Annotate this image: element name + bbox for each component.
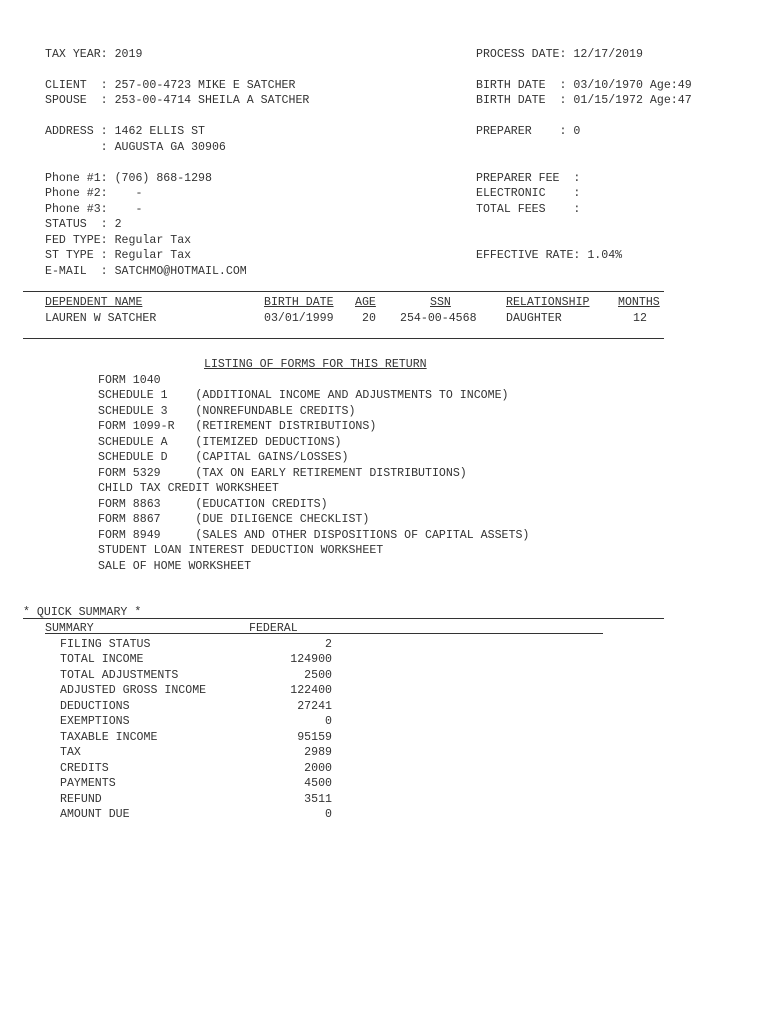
dependent-months: 12 [633,312,647,325]
status: STATUS : 2 [45,218,122,231]
summary-label: TOTAL INCOME [60,653,144,666]
summary-label: AMOUNT DUE [60,808,130,821]
summary-value: 4500 [304,777,332,790]
dependents-header-age: AGE [355,296,376,309]
dependent-relationship: DAUGHTER [506,312,562,325]
summary-label: TAX [60,746,81,759]
summary-label: DEDUCTIONS [60,700,130,713]
summary-header-summary: SUMMARY [45,622,94,635]
summary-title: * QUICK SUMMARY * [23,606,142,619]
electronic: ELECTRONIC : [476,187,581,200]
summary-label: TAXABLE INCOME [60,731,158,744]
summary-label: CREDITS [60,762,109,775]
list-item: SCHEDULE 3 (NONREFUNDABLE CREDITS) [98,405,356,418]
list-item: SCHEDULE D (CAPITAL GAINS/LOSSES) [98,451,349,464]
summary-value: 2 [325,638,332,651]
address-line-2: : AUGUSTA GA 30906 [45,141,226,154]
tax-year: TAX YEAR: 2019 [45,48,143,61]
summary-label: FILING STATUS [60,638,151,651]
summary-value: 95159 [297,731,332,744]
summary-header-federal: FEDERAL [249,622,298,635]
forms-title: LISTING OF FORMS FOR THIS RETURN [204,358,427,371]
summary-value: 2000 [304,762,332,775]
summary-label: ADJUSTED GROSS INCOME [60,684,207,697]
spouse-birth-date: BIRTH DATE : 01/15/1972 Age:47 [476,94,692,107]
dependents-header-birth: BIRTH DATE [264,296,334,309]
summary-value: 124900 [290,653,332,666]
list-item: SCHEDULE 1 (ADDITIONAL INCOME AND ADJUSTMENTS TO INCOME) [98,389,509,402]
total-fees: TOTAL FEES : [476,203,581,216]
preparer-fee: PREPARER FEE : [476,172,581,185]
client-line: CLIENT : 257-00-4723 MIKE E SATCHER [45,79,296,92]
divider [23,338,664,339]
client-birth-date: BIRTH DATE : 03/10/1970 Age:49 [476,79,692,92]
phone-1: Phone #1: (706) 868-1298 [45,172,212,185]
dependents-header-months: MONTHS [618,296,660,309]
phone-3: Phone #3: - [45,203,143,216]
phone-2: Phone #2: - [45,187,143,200]
dependent-age: 20 [362,312,376,325]
list-item: FORM 5329 (TAX ON EARLY RETIREMENT DISTRIBUTIONS) [98,467,467,480]
dependents-header-relationship: RELATIONSHIP [506,296,590,309]
summary-label: REFUND [60,793,102,806]
preparer: PREPARER : 0 [476,125,581,138]
list-item: SALE OF HOME WORKSHEET [98,560,252,573]
effective-rate: EFFECTIVE RATE: 1.04% [476,249,623,262]
summary-value: 2500 [304,669,332,682]
list-item: SCHEDULE A (ITEMIZED DEDUCTIONS) [98,436,342,449]
st-type: ST TYPE : Regular Tax [45,249,192,262]
dependent-birth-date: 03/01/1999 [264,312,334,325]
summary-value: 27241 [297,700,332,713]
dependents-header-ssn: SSN [430,296,451,309]
list-item: FORM 1040 [98,374,161,387]
address-line-1: ADDRESS : 1462 ELLIS ST [45,125,206,138]
summary-label: EXEMPTIONS [60,715,130,728]
summary-label: TOTAL ADJUSTMENTS [60,669,179,682]
divider [23,618,664,619]
summary-value: 0 [325,715,332,728]
email: E-MAIL : SATCHMO@HOTMAIL.COM [45,265,247,278]
dependent-ssn: 254-00-4568 [400,312,477,325]
dependent-name: LAUREN W SATCHER [45,312,157,325]
list-item: FORM 8867 (DUE DILIGENCE CHECKLIST) [98,513,370,526]
divider [45,633,603,634]
summary-label: PAYMENTS [60,777,116,790]
divider [23,291,664,292]
list-item: FORM 8949 (SALES AND OTHER DISPOSITIONS OF CAPITAL ASSETS) [98,529,530,542]
list-item: CHILD TAX CREDIT WORKSHEET [98,482,279,495]
list-item: STUDENT LOAN INTEREST DEDUCTION WORKSHEET [98,544,384,557]
dependents-header-name: DEPENDENT NAME [45,296,143,309]
summary-value: 2989 [304,746,332,759]
summary-value: 122400 [290,684,332,697]
summary-value: 3511 [304,793,332,806]
fed-type: FED TYPE: Regular Tax [45,234,192,247]
process-date: PROCESS DATE: 12/17/2019 [476,48,643,61]
list-item: FORM 1099-R (RETIREMENT DISTRIBUTIONS) [98,420,377,433]
spouse-line: SPOUSE : 253-00-4714 SHEILA A SATCHER [45,94,310,107]
list-item: FORM 8863 (EDUCATION CREDITS) [98,498,328,511]
summary-value: 0 [325,808,332,821]
